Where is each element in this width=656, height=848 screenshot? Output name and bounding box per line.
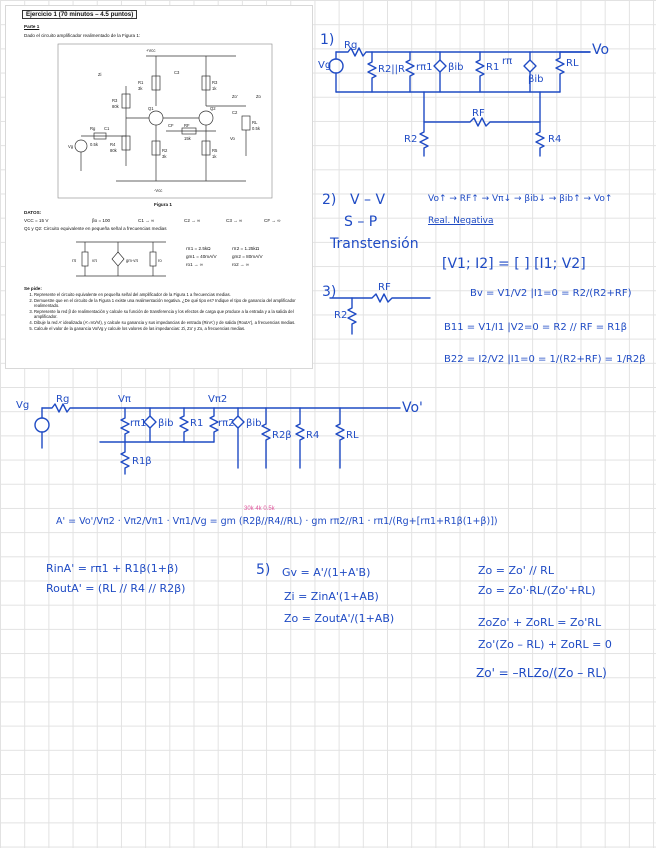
svg-text:R1: R1 [138, 80, 144, 85]
b11-equation: B11 = V1/I1 |V2=0 = R2 // RF = R1β [444, 322, 627, 333]
section-2-number: 2) [322, 192, 337, 208]
feedback-type: Transtensión [330, 236, 419, 252]
rout-equation: RoutA' = (RL // R4 // R2β) [46, 582, 186, 595]
svg-text:Zi: Zi [98, 72, 102, 77]
question-item: 4. Dibuje la red A' idealizada (A'=Vo/Vi), y calcule su ganancia y sus impedancias de entrada (RinA') y de salida (RoutA'), a frecuencias medias. [34, 320, 309, 326]
section-3-number: 3) [322, 284, 337, 300]
a-prime-gain-equation: A' = Vo'/Vπ2 · Vπ2/Vπ1 · Vπ1/Vg = gm (R2β//R4//RL) · gm rπ2//R1 · rπ1/(Rg+[rπ1+R1β(1+β)]) [56, 516, 498, 527]
label-r1: R1 [486, 62, 500, 73]
a-label-beta-ib-1: βib [158, 418, 174, 429]
svg-text:3k: 3k [162, 154, 167, 159]
svg-text:C3: C3 [174, 70, 180, 75]
model-ro1: ro1 → ∞ [186, 262, 204, 267]
datos-c1: C1 → ∞ [138, 218, 155, 223]
zo-relation-2: Zo = Zo'·RL/(Zo'+RL) [478, 584, 596, 597]
gain-resistor-values: 30k 4k 0.5k [244, 506, 275, 512]
part-title: Parte 1 [24, 24, 40, 29]
label-r2: R2 [404, 134, 418, 145]
se-pide-title: Se pide: [24, 286, 42, 291]
label-r4: R4 [548, 134, 562, 145]
svg-text:R2: R2 [162, 148, 168, 153]
model-gm1: gm1 = 40mA/V [186, 254, 217, 259]
zi-equation: Zi = ZinA'(1+AB) [284, 590, 379, 603]
label-vg: Vg [318, 60, 332, 71]
svg-text:rπ: rπ [72, 258, 77, 263]
svg-text:R3: R3 [112, 98, 118, 103]
svg-text:Rg: Rg [90, 126, 96, 131]
rin-equation: RinA' = rπ1 + R1β(1+β) [46, 562, 179, 575]
a-label-rl: RL [346, 430, 359, 441]
label-rl: RL [566, 58, 579, 69]
bv-equation: Bv = V1/V2 |I1=0 = R2/(R2+RF) [470, 288, 632, 299]
label-rpi: rπ [502, 56, 513, 67]
a-label-rpi1: rπ1 [130, 418, 147, 429]
label-rg: Rg [344, 40, 358, 51]
beta-label-r2: R2 [334, 310, 348, 321]
a-label-vo-prime: Vo' [402, 400, 423, 416]
label-beta-ib-2: βib [528, 74, 544, 85]
datos-cf: CF → ∞ [264, 218, 281, 223]
svg-text:RF: RF [184, 123, 190, 128]
feedback-negative: Real. Negativa [428, 216, 494, 226]
svg-text:0.5k: 0.5k [252, 126, 260, 131]
a-label-rpi2: rπ2 [218, 418, 235, 429]
svg-text:gm·vπ: gm·vπ [126, 258, 139, 263]
svg-text:Zo: Zo [256, 94, 261, 99]
figure-caption: Figura 1 [154, 202, 172, 207]
label-r2-r: R2||R [378, 64, 405, 75]
a-label-r1: R1 [190, 418, 204, 429]
zo-relation-1: Zo = Zo' // RL [478, 564, 554, 577]
a-label-vg: Vg [16, 400, 30, 411]
a-label-vpi: Vπ [118, 394, 131, 405]
zo-equation: Zo = ZoutA'/(1+AB) [284, 612, 395, 625]
svg-text:C2: C2 [232, 110, 238, 115]
svg-text:R5: R5 [212, 148, 218, 153]
svg-text:80k: 80k [112, 104, 119, 109]
exam-header: Ejercicio 1 (70 minutos – 4.5 puntos) [22, 10, 137, 19]
feedback-vv: V – V [350, 192, 386, 208]
svg-text:C1: C1 [104, 126, 110, 131]
a-label-r1b: R1β [132, 456, 152, 467]
svg-text:Vo: Vo [230, 136, 235, 141]
model-ro2: ro2 → ∞ [232, 262, 250, 267]
question-item: 5. Calcule el valor de la ganancia Vo/Vg y calcule los valores de las impedancias: Zi, Zo' y Zo, a frecuencias medias. [34, 326, 309, 332]
datos-beta: βo = 100 [92, 218, 111, 223]
model-rpi2: rπ2 = 1.25kΩ [232, 246, 260, 251]
svg-text:3k: 3k [138, 86, 143, 91]
svg-text:RL: RL [252, 120, 258, 125]
zo-relation-5: Zo' = –RLZo/(Zo – RL) [476, 666, 607, 680]
zo-relation-4: Zo'(Zo – RL) + ZoRL = 0 [478, 638, 612, 651]
gv-equation: Gv = A'/(1+A'B) [282, 566, 371, 579]
a-label-rg: Rg [56, 394, 70, 405]
svg-text:-Vcc: -Vcc [154, 188, 163, 193]
section-1-number: 1) [320, 32, 335, 48]
a-label-r4: R4 [306, 430, 320, 441]
svg-text:1k: 1k [212, 154, 217, 159]
svg-text:vπ: vπ [92, 258, 97, 263]
svg-text:CF: CF [168, 123, 174, 128]
model-gm2: gm2 = 80mA/V [232, 254, 263, 259]
datos-title: DATOS: [24, 210, 42, 215]
two-port-matrix: [V1; I2] = [ ] [I1; V2] [442, 256, 586, 272]
a-label-beta-ib-2: βib [246, 418, 262, 429]
beta-label-rf: RF [378, 282, 391, 293]
label-beta-ib-1: βib [448, 62, 464, 73]
feedback-chain: Vo↑ → RF↑ → Vπ↓ → βib↓ → βib↑ → Vo↑ [428, 194, 613, 204]
svg-text:Q1: Q1 [148, 106, 154, 111]
model-rpi1: rπ1 = 2.5kΩ [186, 246, 211, 251]
svg-text:R4: R4 [110, 142, 116, 147]
datos-c3: C3 → ∞ [226, 218, 243, 223]
svg-text:R3: R3 [212, 80, 218, 85]
datos-model: Q1 y Q2: Circuito equivalente en pequeña señal a frecuencias medias [24, 226, 167, 231]
label-rpi1: rπ1 [416, 62, 433, 73]
svg-text:ro: ro [158, 258, 162, 263]
a-label-r2b: R2β [272, 430, 292, 441]
zo-relation-3: ZoZo' + ZoRL = Zo'RL [478, 616, 602, 629]
svg-text:Zo': Zo' [232, 94, 238, 99]
intro-text: Dado el circuito amplificador realimentado de la Figura 1: [24, 33, 141, 38]
feedback-sp: S – P [344, 214, 378, 230]
section-5-number: 5) [256, 562, 271, 578]
svg-text:15k: 15k [184, 136, 191, 141]
question-item: 3. Represente la red β de realimentación y calcule su función de transferencia y los efectos de carga que produce a la entrada y a la salida del amplificador. [34, 309, 309, 320]
label-rf: RF [472, 108, 485, 119]
question-item: 1. Represente el circuito equivalente en pequeña señal del amplificador de la Figura 1 a frecuencias medias. [34, 292, 309, 298]
question-item: 2. Demuestre que en el circuito de la Figura 1 existe una realimentación negativa. ¿De qué tipo es? Indique el tipo de ganancia del amplificador realimentado. [34, 298, 309, 309]
datos-c2: C2 → ∞ [184, 218, 201, 223]
svg-text:1k: 1k [212, 86, 217, 91]
label-vo: Vo [592, 42, 610, 58]
schem-label: +Vcc [146, 48, 156, 53]
svg-text:80k: 80k [110, 148, 117, 153]
svg-text:Q2: Q2 [210, 106, 216, 111]
b22-equation: B22 = I2/V2 |I1=0 = 1/(R2+RF) = 1/R2β [444, 354, 646, 365]
datos-vcc: VCC = 15 V [24, 218, 49, 223]
a-label-vpi2: Vπ2 [208, 394, 228, 405]
svg-text:Vg: Vg [68, 144, 74, 149]
svg-text:0.5k: 0.5k [90, 142, 98, 147]
